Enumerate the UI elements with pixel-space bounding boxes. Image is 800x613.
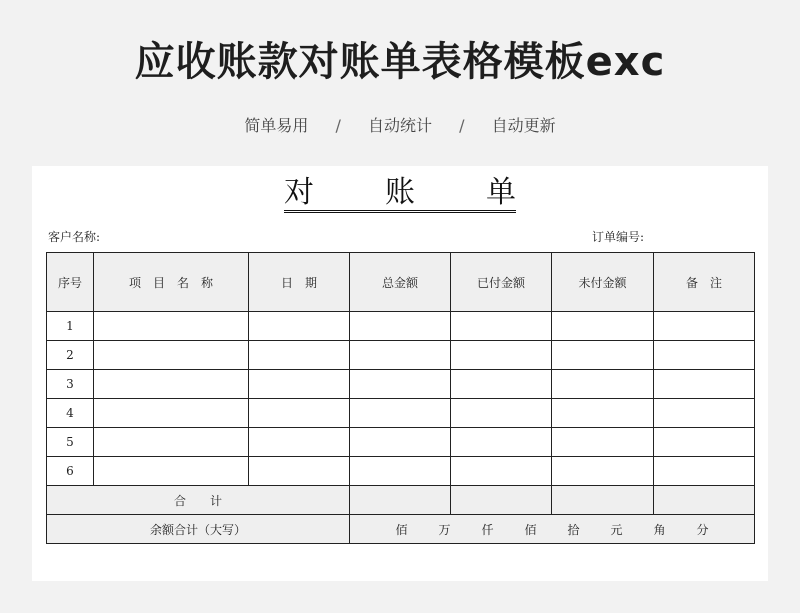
unit-thousand: 仟 xyxy=(481,522,494,537)
cell-date[interactable] xyxy=(249,341,350,370)
column-header-date: 日 期 xyxy=(249,253,350,312)
cell-item[interactable] xyxy=(94,312,249,341)
cell-date[interactable] xyxy=(249,428,350,457)
cell-paid[interactable] xyxy=(451,428,552,457)
cell-date[interactable] xyxy=(249,399,350,428)
table-row xyxy=(47,457,755,486)
tag-auto-update: 自动更新 xyxy=(491,116,556,135)
cell-remark[interactable] xyxy=(654,428,755,457)
cell-total[interactable] xyxy=(350,341,451,370)
row-number: 5 xyxy=(47,428,94,457)
table-row xyxy=(47,428,755,457)
unit-ten-thousand: 万 xyxy=(438,522,451,537)
unit-ten: 拾 xyxy=(567,522,580,537)
column-header-paid: 已付金额 xyxy=(451,253,552,312)
balance-row xyxy=(47,515,755,544)
unit-hundred: 佰 xyxy=(524,522,537,537)
row-number: 4 xyxy=(47,399,94,428)
cell-date[interactable] xyxy=(249,370,350,399)
total-row xyxy=(47,486,755,515)
column-header-item: 项 目 名 称 xyxy=(94,253,249,312)
page-title: 应收账款对账单表格模板exc xyxy=(134,39,666,85)
cell-item[interactable] xyxy=(94,399,249,428)
statement-table xyxy=(46,252,755,544)
table-row xyxy=(47,341,755,370)
total-remark-cell[interactable] xyxy=(654,486,755,515)
unit-hundred-million: 佰 xyxy=(395,522,408,537)
cell-item[interactable] xyxy=(94,457,249,486)
cell-total[interactable] xyxy=(350,370,451,399)
tag-separator: / xyxy=(335,116,341,135)
tagline xyxy=(0,113,800,136)
row-number: 2 xyxy=(47,341,94,370)
cell-item[interactable] xyxy=(94,341,249,370)
unit-jiao: 角 xyxy=(653,522,666,537)
cell-remark[interactable] xyxy=(654,370,755,399)
cell-unpaid[interactable] xyxy=(552,341,654,370)
row-number: 6 xyxy=(47,457,94,486)
table-row xyxy=(47,312,755,341)
cell-paid[interactable] xyxy=(451,457,552,486)
total-unpaid-cell[interactable] xyxy=(552,486,654,515)
cell-item[interactable] xyxy=(94,370,249,399)
unit-fen: 分 xyxy=(696,522,709,537)
column-header-total: 总金额 xyxy=(350,253,451,312)
cell-total[interactable] xyxy=(350,428,451,457)
cell-unpaid[interactable] xyxy=(552,399,654,428)
total-amount-cell[interactable] xyxy=(350,486,451,515)
cell-total[interactable] xyxy=(350,399,451,428)
customer-name-label: 客户名称: xyxy=(48,230,101,244)
cell-remark[interactable] xyxy=(654,399,755,428)
document-title: 对 账 单 xyxy=(284,176,516,213)
unit-yuan: 元 xyxy=(610,522,623,537)
tag-separator: / xyxy=(459,116,465,135)
amount-units xyxy=(350,521,754,538)
cell-unpaid[interactable] xyxy=(552,428,654,457)
cell-date[interactable] xyxy=(249,312,350,341)
column-header-remark: 备 注 xyxy=(654,253,755,312)
table-row xyxy=(47,399,755,428)
cell-remark[interactable] xyxy=(654,341,755,370)
order-number-label: 订单编号: xyxy=(592,230,645,244)
cell-unpaid[interactable] xyxy=(552,312,654,341)
cell-unpaid[interactable] xyxy=(552,370,654,399)
cell-item[interactable] xyxy=(94,428,249,457)
row-number: 3 xyxy=(47,370,94,399)
row-number: 1 xyxy=(47,312,94,341)
column-header-index: 序号 xyxy=(47,253,94,312)
cell-remark[interactable] xyxy=(654,457,755,486)
cell-date[interactable] xyxy=(249,457,350,486)
cell-total[interactable] xyxy=(350,312,451,341)
cell-paid[interactable] xyxy=(451,341,552,370)
tag-easy: 简单易用 xyxy=(244,116,309,135)
total-paid-cell[interactable] xyxy=(451,486,552,515)
cell-paid[interactable] xyxy=(451,370,552,399)
statement-sheet xyxy=(32,166,768,581)
total-label: 合 计 xyxy=(47,486,350,515)
cell-paid[interactable] xyxy=(451,399,552,428)
cell-remark[interactable] xyxy=(654,312,755,341)
cell-paid[interactable] xyxy=(451,312,552,341)
cell-unpaid[interactable] xyxy=(552,457,654,486)
tag-auto-stat: 自动统计 xyxy=(367,116,432,135)
balance-label: 余额合计（大写） xyxy=(47,515,350,544)
table-header-row xyxy=(47,253,755,312)
balance-amount-in-words[interactable] xyxy=(350,515,755,544)
cell-total[interactable] xyxy=(350,457,451,486)
column-header-unpaid: 未付金额 xyxy=(552,253,654,312)
table-row xyxy=(47,370,755,399)
